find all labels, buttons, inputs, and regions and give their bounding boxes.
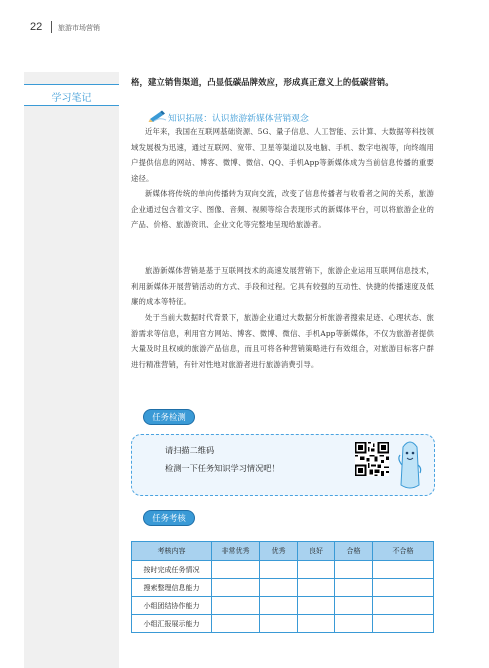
paragraph-3: 旅游新媒体营销是基于互联网技术的高速发展营销下，旅游企业运用互联网信息技术，利用新媒体开展营销活动的方式、手段和过程。它具有较强的互动性、快捷的传播速度及低廉的成本等特征。 (131, 266, 434, 307)
qr-code-icon[interactable] (355, 442, 389, 476)
knowledge-title: 知识拓展：认识旅游新媒体营销观念 (168, 114, 309, 124)
column-header: 不合格 (373, 542, 434, 561)
column-header: 合格 (335, 542, 373, 561)
header-divider (51, 21, 52, 33)
scan-instruction: 检测一下任务知识学习情况吧！ (165, 463, 280, 473)
table-row (132, 579, 434, 597)
book-title: 旅游市场营销 (58, 24, 100, 32)
rating-cell[interactable] (373, 597, 434, 615)
rating-cell[interactable] (298, 561, 335, 579)
page-number: 22 (30, 21, 43, 33)
column-header: 非常优秀 (212, 542, 260, 561)
pencil-icon (148, 110, 168, 122)
table-row (132, 615, 434, 633)
rating-cell[interactable] (373, 561, 434, 579)
rating-cell[interactable] (335, 561, 373, 579)
row-label: 搜索整理信息能力 (132, 579, 212, 597)
row-label: 按时完成任务情况 (132, 561, 212, 579)
rating-cell[interactable] (335, 597, 373, 615)
column-header: 考核内容 (132, 542, 212, 561)
row-label: 小组汇报展示能力 (132, 615, 212, 633)
paragraph-2: 新媒体将传统的单向传播转为双向交流，改变了信息传播者与收看者之间的关系，旅游企业通过包含着文字、图像、音频、视频等综合表现形式的新媒体平台，可以将旅游企业的产品、价格、旅游资讯、企业文化等完整地呈现给旅游者。 (131, 189, 434, 230)
notes-label-box (24, 84, 119, 106)
page-header (0, 0, 489, 40)
paragraph-4: 处于当前大数据时代背景下，旅游企业通过大数据分析旅游者搜索足迹、心理状态、旅游需求等信息，利用官方网站、博客、微博、微信、手机App等新媒体，不仅为旅游者提供大量及时且权威的旅游产品信息，而且可将各种营销策略进行有效组合，对旅游目标客户群进行精准营销，有针对性地对旅游者进行旅游消费引导。 (131, 313, 434, 369)
rating-cell[interactable] (298, 615, 335, 633)
rating-cell[interactable] (260, 597, 298, 615)
rating-cell[interactable] (260, 615, 298, 633)
table-row (132, 597, 434, 615)
task-check-badge: 任务检测 (143, 409, 195, 425)
rating-cell[interactable] (212, 615, 260, 633)
rating-cell[interactable] (212, 597, 260, 615)
rating-cell[interactable] (260, 579, 298, 597)
scan-box (131, 434, 435, 496)
rating-cell[interactable] (335, 615, 373, 633)
column-header: 优秀 (260, 542, 298, 561)
rating-cell[interactable] (335, 579, 373, 597)
table-row (132, 561, 434, 579)
row-label: 小组团结协作能力 (132, 597, 212, 615)
rating-cell[interactable] (373, 579, 434, 597)
table-header-row (132, 542, 434, 561)
column-header: 良好 (298, 542, 335, 561)
rating-cell[interactable] (298, 597, 335, 615)
rating-cell[interactable] (260, 561, 298, 579)
rating-cell[interactable] (373, 615, 434, 633)
notes-label: 学习笔记 (51, 93, 92, 104)
task-assess-badge: 任务考核 (143, 510, 195, 526)
scan-prompt: 请扫描二维码 (165, 445, 215, 455)
assessment-table (131, 541, 434, 633)
notes-sidebar (24, 72, 119, 668)
rating-cell[interactable] (212, 561, 260, 579)
rating-cell[interactable] (212, 579, 260, 597)
mascot-icon (398, 437, 422, 491)
paragraph-1: 近年来，我国在互联网基础资源、5G、量子信息、人工智能、云计算、大数据等科技领域发展极为迅速，通过互联网、宽带、卫星等渠道以及电脑、手机、数字电视等，向终端用户提供信息的网站、博客、微博、微信、QQ、手机App等新媒体成为当前信息传播的重要途径。 (131, 127, 434, 183)
rating-cell[interactable] (298, 579, 335, 597)
intro-line: 格，建立销售渠道，凸显低碳品牌效应，形成真正意义上的低碳营销。 (131, 77, 394, 87)
